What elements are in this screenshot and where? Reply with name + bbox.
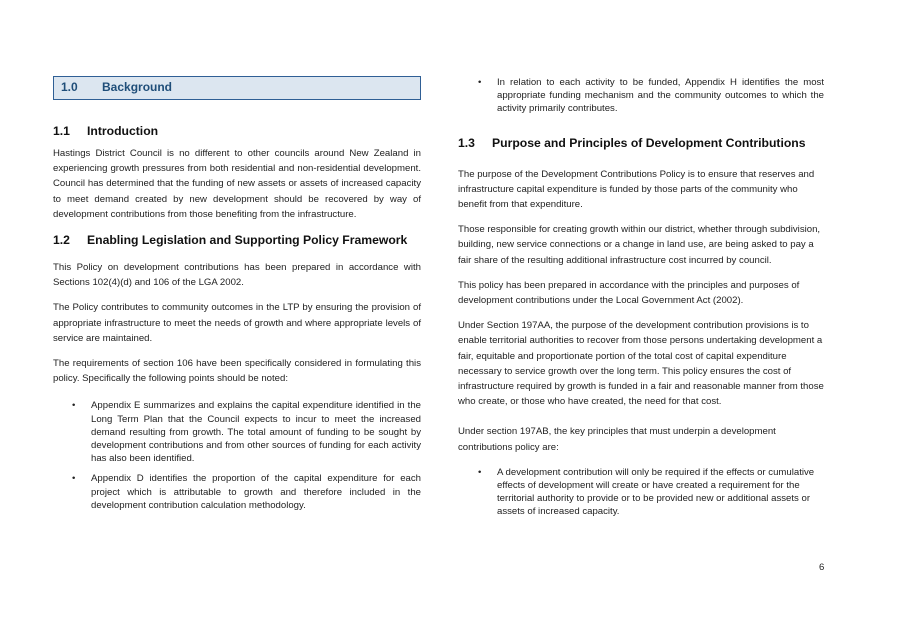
bullet-list xyxy=(53,399,421,512)
paragraph: This Policy on development contributions has been prepared in accordance with Sections 102(4)(d) and 106 of the LGA 2002. xyxy=(53,262,421,289)
heading-title: Enabling Legislation and Supporting Policy Framework xyxy=(87,233,408,248)
list-item-text: In relation to each activity to be funded, Appendix H identifies the most appropriate funding mechanism and the community outcomes to which the activity primarily contributes. xyxy=(497,77,824,115)
bullet-icon: • xyxy=(478,466,482,478)
left-column xyxy=(53,76,421,512)
list-item xyxy=(458,76,824,116)
heading-number: 1.2 xyxy=(53,233,70,248)
right-column xyxy=(458,76,824,519)
paragraph: The Policy contributes to community outcomes in the LTP by ensuring the provision of appropriate infrastructure to meet the needs of growth and where appropriate levels of service are maintained. xyxy=(53,302,421,344)
list-item-text: Appendix D identifies the proportion of the capital expenditure for each project which is attributable to growth and therefore included in the development contribution calculation methodology. xyxy=(91,473,421,511)
paragraph: The requirements of section 106 have been specifically considered in formulating this policy. Specifically the following points should be noted: xyxy=(53,358,421,385)
section-heading-box xyxy=(53,76,421,100)
introduction-paragraph: Hastings District Council is no different to other councils around New Zealand in experiencing growth pressures from both residential and non-residential development. Council has determined that the funding of new assets or assets of increased capacity to meet demand created by new development should be recovered by way of development contributions from those benefiting from the infrastructure. xyxy=(53,148,421,220)
paragraph: Under Section 197AA, the purpose of the development contribution provisions is to enable territorial authorities to recover from those persons undertaking development a fair, equitable and proportionate portion of the total cost of capital expenditure necessary to service growth over the long term. This policy ensures the cost of infrastructure required by growth is funded in a fair and reasonable manner from those who create, or those who have created, the need for that cost. xyxy=(458,320,824,408)
heading-enabling-legislation xyxy=(53,232,421,248)
section-title: Background xyxy=(102,80,173,95)
paragraph: Under section 197AB, the key principles that must underpin a development contributions policy are: xyxy=(458,426,776,453)
section-number: 1.0 xyxy=(61,80,78,95)
paragraph: Those responsible for creating growth within our district, whether through subdivision, building, new service connections or a change in land use, are being asked to pay a fair share of the resulting additional infrastructure cost incurred by council. xyxy=(458,224,821,266)
paragraph: This policy has been prepared in accordance with the principles and purposes of development contributions under the Local Government Act (2002). xyxy=(458,279,800,307)
list-item xyxy=(458,466,824,519)
heading-introduction xyxy=(53,123,421,139)
list-item xyxy=(53,399,421,465)
heading-number: 1.3 xyxy=(458,135,475,150)
heading-title: Purpose and Principles of Development Contributions xyxy=(492,135,806,150)
heading-purpose-principles xyxy=(458,135,824,151)
bullet-list xyxy=(458,466,824,519)
bullet-icon: • xyxy=(72,473,76,485)
paragraph: The purpose of the Development Contributions Policy is to ensure that reserves and infrastructure capital expenditure is funded by those parts of the community who benefit from that expenditure. xyxy=(458,168,815,211)
list-item-text: Appendix E summarizes and explains the capital expenditure identified in the Long Term Plan that the Council expects to incur to meet the increased demand resulting from growth. The total amount of funding to be sought by development contributions and from other sources of funding for each activity has also been identified. xyxy=(91,400,421,465)
page-number: 6 xyxy=(819,562,825,573)
bullet-list xyxy=(458,76,824,116)
bullet-icon: • xyxy=(72,400,76,412)
heading-title: Introduction xyxy=(87,124,159,138)
list-item xyxy=(53,472,421,512)
list-item-text: A development contribution will only be required if the effects or cumulative effects of development will create or have created a requirement for the territorial authority to provide or to be provided new or additional assets or assets of increased capacity. xyxy=(497,466,815,518)
bullet-icon: • xyxy=(478,77,482,88)
heading-number: 1.1 xyxy=(53,124,70,138)
